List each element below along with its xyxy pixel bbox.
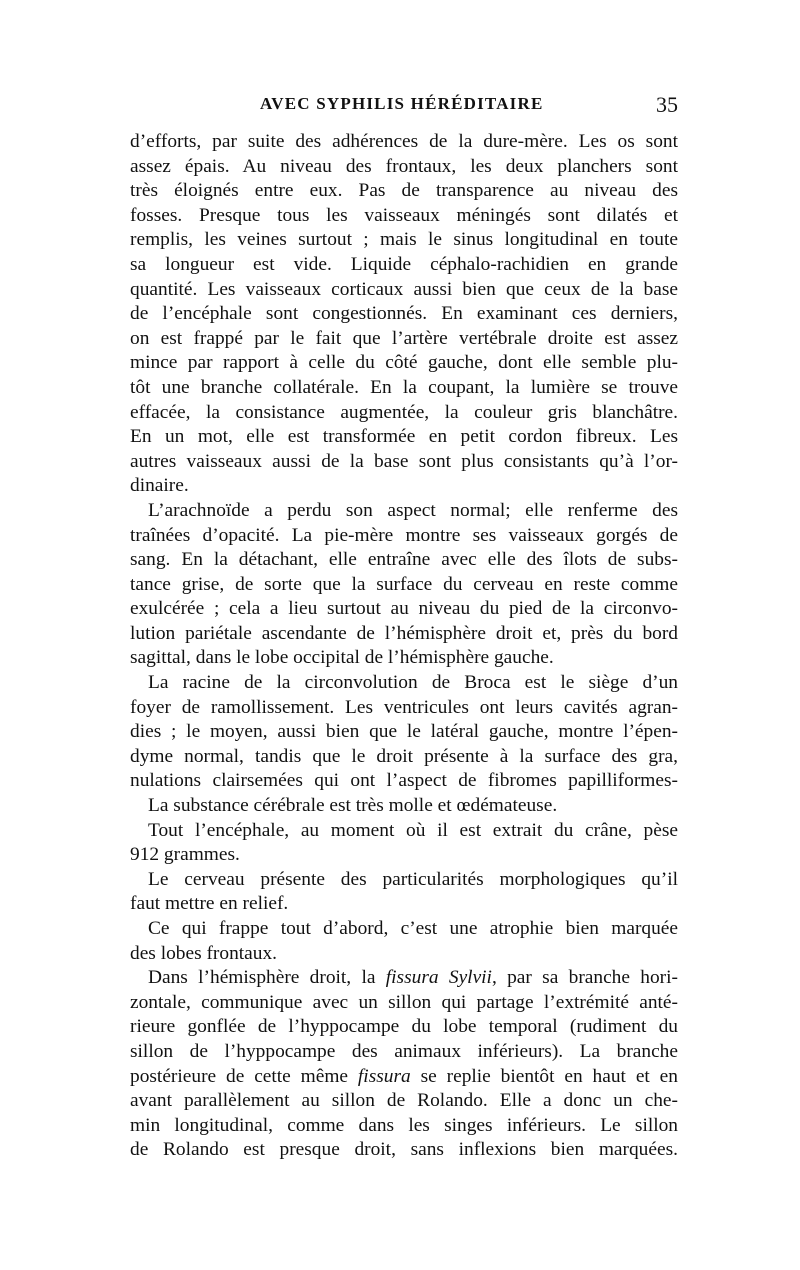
- text-line: Ce qui frappe tout d’abord, c’est une atrophie bien marquée: [148, 918, 678, 939]
- text-line: exulcérée ; cela a lieu surtout au niveau du pied de la circonvo-: [130, 598, 678, 620]
- text-line: effacée, la consistance augmentée, la couleur gris blanchâtre.: [130, 401, 678, 423]
- text-line: tance grise, de sorte que la surface du cerveau en reste comme: [130, 573, 678, 595]
- text-line: lution pariétale ascendante de l’hémisphère droit et, près du bord: [130, 622, 678, 644]
- text-line: Le cerveau présente des particularités morphologiques qu’il: [148, 868, 678, 890]
- text-line: sagittal, dans le lobe occipital de l’hémisphère gauche.: [130, 647, 554, 669]
- text-line: de l’encéphale sont congestionnés. En examinant ces derniers,: [130, 303, 678, 325]
- text-line: des lobes frontaux.: [130, 942, 278, 964]
- page-header: [130, 92, 678, 122]
- text-line: 912 grammes.: [130, 844, 240, 866]
- text-line: foyer de ramollissement. Les ventricules ont leurs cavités agran-: [130, 696, 678, 718]
- text-line: quantité. Les vaisseaux corticaux aussi bien que ceux de la base: [130, 278, 678, 300]
- text-line: La substance cérébrale est très molle et œdémateuse.: [148, 795, 558, 817]
- text-line: de Rolando est presque droit, sans inflexions bien marquées.: [130, 1139, 678, 1161]
- text-line: autres vaisseaux aussi de la base sont plus consistants qu’à l’or-: [130, 450, 678, 472]
- text-line: on est frappé par le fait que l’artère vertébrale droite est assez: [130, 327, 678, 349]
- text-line: sillon de l’hyppocampe des animaux inférieurs). La branche: [130, 1040, 678, 1062]
- running-title: AVEC SYPHILIS HÉRÉDITAIRE: [260, 94, 544, 113]
- text-line: zontale, communique avec un sillon qui partage l’extrémité anté-: [130, 991, 678, 1013]
- text-line: Dans l’hémisphère droit, la fissura Sylvii, par sa branche hori-: [148, 967, 678, 989]
- text-line: sang. En la détachant, elle entraîne avec elle des îlots de subs-: [130, 549, 678, 571]
- text-line: avant parallèlement au sillon de Rolando. Elle a donc un che-: [130, 1090, 678, 1112]
- text-line: La racine de la circonvolution de Broca est le siège d’un: [148, 672, 678, 694]
- text-line: rieure gonflée de l’hyppocampe du lobe temporal (rudiment du: [130, 1016, 678, 1038]
- text-line: fosses. Presque tous les vaisseaux méningés sont dilatés et: [130, 204, 678, 226]
- text-line: Tout l’encéphale, au moment où il est extrait du crâne, pèse: [148, 819, 678, 841]
- text-line: min longitudinal, comme dans les singes inférieurs. Le sillon: [130, 1114, 678, 1136]
- text-line: dinaire.: [130, 475, 189, 497]
- text-line: L’arachnoïde a perdu son aspect normal; elle renferme des: [148, 499, 678, 521]
- text-line: tôt une branche collatérale. En la coupant, la lumière se trouve: [130, 376, 678, 398]
- text-line: assez épais. Au niveau des frontaux, les deux planchers sont: [130, 155, 678, 177]
- text-line: très éloignés entre eux. Pas de transparence au niveau des: [130, 180, 678, 202]
- text-line: dyme normal, tandis que le droit présente à la surface des gra,: [130, 745, 678, 767]
- text-line: d’efforts, par suite des adhérences de la dure-mère. Les os sont: [130, 131, 678, 152]
- body-text: [130, 130, 678, 1163]
- text-line: postérieure de cette même fissura se replie bientôt en haut et en: [130, 1065, 678, 1087]
- text-line: remplis, les veines surtout ; mais le sinus longitudinal en toute: [130, 229, 678, 251]
- text-line: mince par rapport à celle du côté gauche, dont elle semble plu-: [130, 352, 678, 374]
- text-line: faut mettre en relief.: [130, 893, 289, 915]
- text-line: dies ; le moyen, aussi bien que le latéral gauche, montre l’épen-: [130, 721, 678, 743]
- text-line: nulations clairsemées qui ont l’aspect de fibromes papilliformes-: [130, 770, 678, 792]
- text-line: En un mot, elle est transformée en petit cordon fibreux. Les: [130, 426, 678, 448]
- text-line: sa longueur est vide. Liquide céphalo-rachidien en grande: [130, 253, 678, 275]
- page-number: 35: [656, 92, 678, 117]
- text-line: traînées d’opacité. La pie-mère montre ses vaisseaux gorgés de: [130, 524, 678, 546]
